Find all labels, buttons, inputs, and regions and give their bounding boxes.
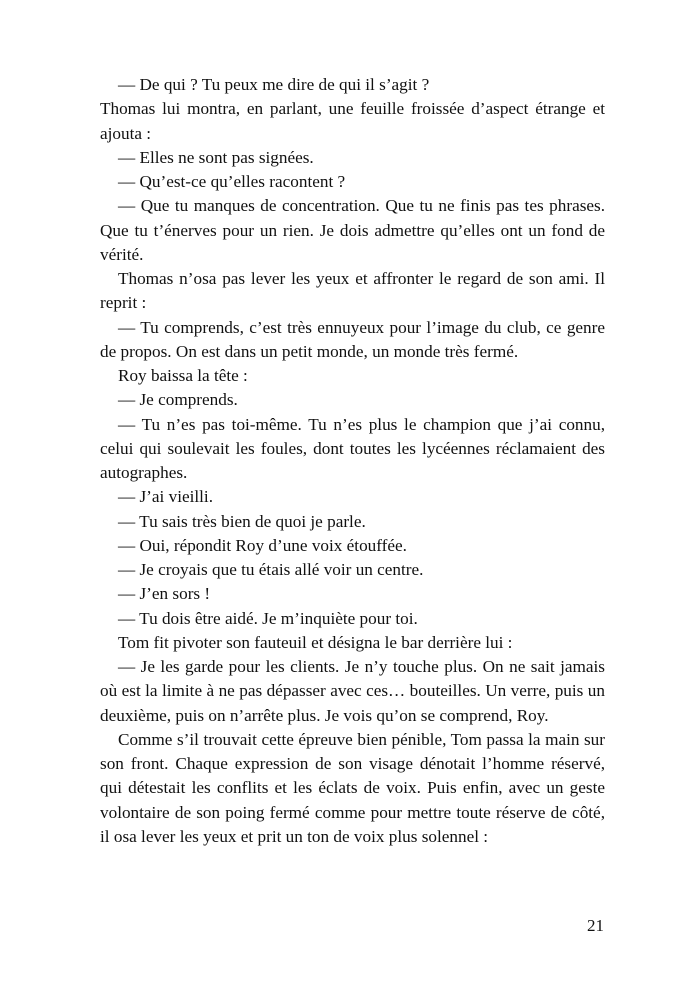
page-number: 21 (587, 916, 604, 935)
paragraph: — Tu dois être aidé. Je m’inquiète pour toi. (118, 608, 418, 628)
paragraph: — Qu’est-ce qu’elles racontent ? (118, 172, 346, 191)
paragraph: — Je croyais que tu étais allé voir un centre. (118, 560, 424, 579)
paragraph: — Elles ne sont pas signées. (118, 147, 314, 167)
paragraph: — Tu comprends, c’est très ennuyeux pour l’image du club, ce genre de propos. On est dans un petit monde, un monde très fermé. (100, 317, 605, 361)
paragraph: Tom fit pivoter son fauteuil et désigna le bar derrière lui : (118, 632, 513, 652)
paragraph: — Je comprends. (118, 390, 238, 410)
paragraph: Thomas lui montra, en parlant, une feuille froissée d’aspect étrange et ajouta : (100, 99, 605, 143)
paragraph: — De qui ? Tu peux me dire de qui il s’agit ? (118, 75, 430, 94)
paragraph: — Oui, répondit Roy d’une voix étouffée. (118, 535, 407, 555)
paragraph: — Tu n’es pas toi-même. Tu n’es plus le champion que j’ai connu, celui qui soulevait les foules, dont toutes les lycéennes réclamaient des autographes. (100, 414, 605, 482)
paragraph: — J’en sors ! (118, 584, 211, 604)
paragraph: — J’ai vieilli. (118, 487, 213, 507)
paragraph: Comme s’il trouvait cette épreuve bien pénible, Tom passa la main sur son front. Chaque expression de son visage dénotait l’homme réservé, qui détestait les conflits et les éclats de voix. Puis enfin, avec un geste volontaire de son poing fermé comme pour mettre toute réserve de côté, il osa lever les yeux et prit un ton de voix plus solennel : (100, 729, 605, 846)
paragraph: — Que tu manques de concentration. Que tu ne finis pas tes phrases. Que tu t’énerves pour un rien. Je dois admettre qu’elles ont un fond de vérité. (100, 196, 605, 264)
paragraph: Thomas n’osa pas lever les yeux et affronter le regard de son ami. Il reprit : (100, 269, 605, 313)
paragraph: — Je les garde pour les clients. Je n’y touche plus. On ne sait jamais où est la limite à ne pas dépasser avec ces… bouteilles. Un verre, puis un deuxième, puis on n’arrête plus. Je vois qu’on se comprend, Roy. (100, 657, 605, 725)
paragraph: — Tu sais très bien de quoi je parle. (118, 511, 366, 531)
paragraph: Roy baissa la tête : (118, 366, 248, 385)
body-text (100, 73, 605, 849)
